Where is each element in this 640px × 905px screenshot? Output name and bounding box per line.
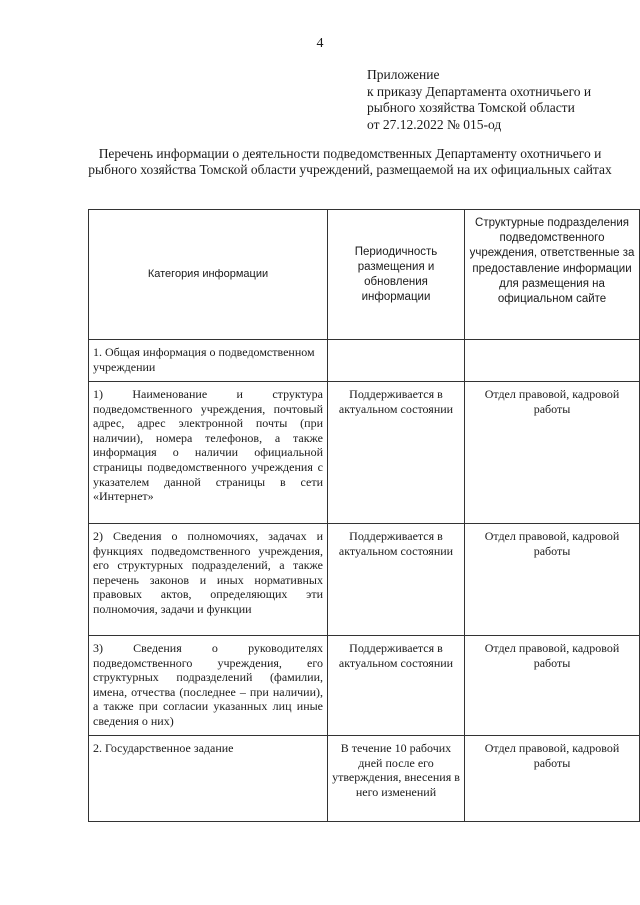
cell-responsible [465, 340, 640, 382]
header-category: Категория информации [89, 210, 328, 340]
cell-category: 2) Сведения о полномочиях, задачах и функциях подведомственного учреждения, его структурных подразделений, а также перечень законов и иных нормативных правовых актов, определяющих эти полномочия, задачи и функции [89, 524, 328, 636]
information-table [88, 209, 640, 822]
appendix-line: к приказу Департамента охотничьего и [367, 83, 592, 99]
header-responsible: Структурные подразделения подведомственного учреждения, ответственные за предоставление информации для размещения на официальном сайте [465, 210, 640, 340]
document-title: Перечень информации о деятельности подведомственных Департаменту охотничьего и рыбного хозяйства Томской области учреждений, размещаемой на их официальных сайтах [88, 146, 612, 177]
appendix-line: от 27.12.2022 № 015-од [367, 116, 502, 132]
appendix-line: рыбного хозяйства Томской области [367, 100, 575, 115]
table-row [89, 636, 640, 736]
table-row [89, 524, 640, 636]
cell-category: 3) Сведения о руководителях подведомственного учреждения, его структурных подразделений (фамилии, имена, отчества (последнее – при наличии), а также при согласии указанных лиц иные сведения о них) [89, 636, 328, 736]
cell-responsible: Отдел правовой, кадровой работы [465, 524, 640, 636]
cell-periodicity: Поддерживается в актуальном состоянии [328, 382, 465, 524]
cell-category: 1) Наименование и структура подведомственного учреждения, почтовый адрес, адрес электронной почты (при наличии), номера телефонов, а также информация о наличии официальной страницы подведомственного учреждения с указателем данной страницы в сети «Интернет» [89, 382, 328, 524]
cell-responsible: Отдел правовой, кадровой работы [465, 382, 640, 524]
cell-responsible: Отдел правовой, кадровой работы [465, 636, 640, 736]
page-number: 4 [316, 36, 324, 51]
cell-periodicity: В течение 10 рабочих дней после его утверждения, внесения в него изменений [328, 736, 465, 822]
table-header-row [89, 210, 640, 340]
header-periodicity: Периодичность размещения и обновления информации [328, 210, 465, 340]
cell-periodicity [328, 340, 465, 382]
appendix-line: Приложение [367, 67, 440, 82]
cell-category: 2. Государственное задание [89, 736, 328, 822]
cell-periodicity: Поддерживается в актуальном состоянии [328, 524, 465, 636]
cell-category: 1. Общая информация о подведомственном учреждении [89, 340, 328, 382]
table-row [89, 736, 640, 822]
cell-periodicity: Поддерживается в актуальном состоянии [328, 636, 465, 736]
table-row [89, 340, 640, 382]
cell-responsible: Отдел правовой, кадровой работы [465, 736, 640, 822]
table-row [89, 382, 640, 524]
appendix-block [367, 67, 591, 133]
